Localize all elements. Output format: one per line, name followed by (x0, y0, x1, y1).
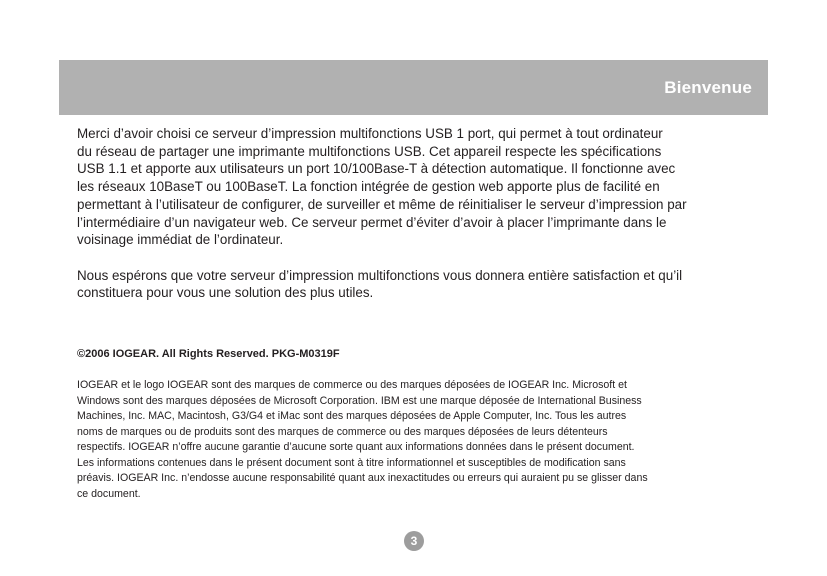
page-title: Bienvenue (664, 78, 752, 97)
text-line: USB 1.1 et apporte aux utilisateurs un port 10/100Base-T à détection automatique. Il fonctionne avec (77, 161, 676, 177)
legal-line: IOGEAR et le logo IOGEAR sont des marques de commerce ou des marques déposées de IOGEAR Inc. Microsoft et (77, 379, 627, 391)
intro-paragraph-1 (77, 125, 757, 249)
legal-line: noms de marques ou de produits sont des marques de commerce ou des marques déposées de leurs détenteurs (77, 425, 608, 438)
text-line: du réseau de partager une imprimante multifonctions USB. Cet appareil respecte les spécifications (77, 143, 662, 159)
legal-line: Windows sont des marques déposées de Microsoft Corporation. IBM est une marque déposée de International Business (77, 394, 642, 407)
intro-paragraph-2 (77, 267, 757, 302)
text-line: Nous espérons que votre serveur d’impression multifonctions vous donnera entière satisfaction et qu’il (77, 267, 683, 283)
text-line: voisinage immédiat de l’ordinateur. (77, 232, 284, 248)
legal-line: respectifs. IOGEAR n’offre aucune garantie d’aucune sorte quant aux informations données dans le présent document. (77, 441, 635, 453)
text-line: permettant à l’utilisateur de configurer, de surveiller et même de réinitialiser le serveur d’impression par (77, 196, 687, 212)
legal-line: préavis. IOGEAR Inc. n’endosse aucune responsabilité quant aux inexactitudes ou erreurs qui auraient pu se glisser dans (77, 472, 648, 484)
intro-section (77, 125, 757, 302)
header-bar (59, 60, 768, 115)
page-number-badge: 3 (404, 531, 424, 551)
text-line: constituera pour vous une solution des plus utiles. (77, 285, 374, 301)
legal-line: Machines, Inc. MAC, Macintosh, G3/G4 et iMac sont des marques déposées de Apple Computer, Inc. Tous les autres (77, 410, 627, 422)
copyright-notice: ©2006 IOGEAR. All Rights Reserved. PKG-M0319F (77, 348, 340, 360)
text-line: les réseaux 10BaseT ou 100BaseT. La fonction intégrée de gestion web apporte plus de facilité en (77, 179, 660, 195)
text-line: Merci d’avoir choisi ce serveur d’impression multifonctions USB 1 port, qui permet à tout ordinateur (77, 126, 663, 141)
text-line: l’intermédiaire d’un navigateur web. Ce serveur permet d’éviter d’avoir à placer l’imprimante dans le (77, 214, 667, 230)
legal-line: ce document. (77, 487, 141, 500)
legal-line: Les informations contenues dans le présent document sont à titre informationnel et susceptibles de modification sans (77, 456, 626, 469)
legal-notice (77, 378, 767, 502)
